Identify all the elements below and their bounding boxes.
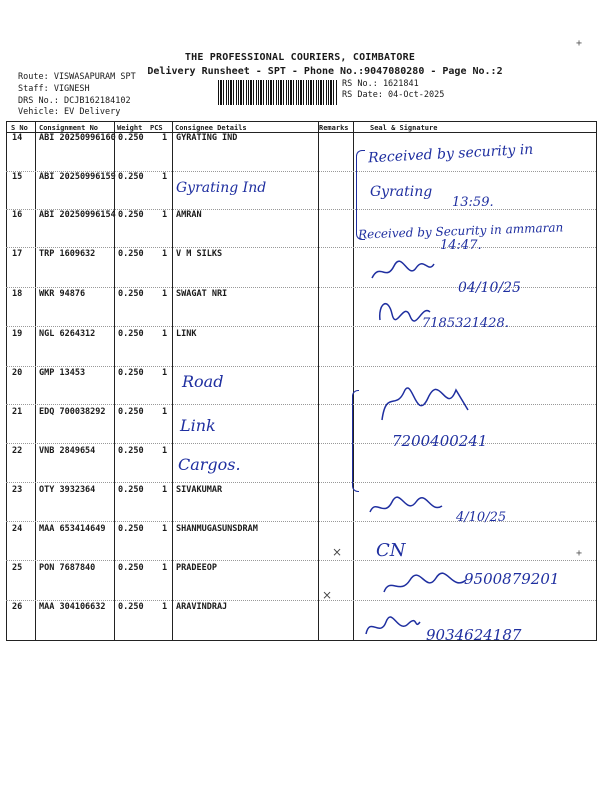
row-pcs: 1 — [162, 524, 168, 534]
row-sno: 16 — [12, 210, 23, 220]
col-divider — [172, 121, 173, 641]
row-sno: 25 — [12, 563, 23, 573]
col-divider — [318, 121, 319, 641]
row-sno: 21 — [12, 407, 23, 417]
handwritten-note: 14:47. — [440, 238, 482, 253]
row-sno: 20 — [12, 368, 23, 378]
row-consignee: GYRATING IND — [176, 133, 238, 143]
handwritten-note: Link — [180, 416, 216, 435]
row-consignment: GMP 13453 — [39, 368, 86, 378]
row-consignment: WKR 94876 — [39, 289, 86, 299]
row-sno: 18 — [12, 289, 23, 299]
signature-mark — [368, 258, 438, 288]
row-divider — [6, 247, 596, 248]
row-weight: 0.250 — [118, 329, 144, 339]
signature-mark — [376, 380, 476, 434]
row-weight: 0.250 — [118, 446, 144, 456]
row-consignment: TRP 1609632 — [39, 249, 96, 259]
row-weight: 0.250 — [118, 210, 144, 220]
handwritten-note: Gyrating Ind — [176, 180, 267, 196]
col-header-weight: Weight — [117, 124, 143, 132]
rs-date: RS Date: 04-Oct-2025 — [342, 90, 445, 100]
handwritten-phone: 7185321428. — [422, 316, 509, 331]
row-weight: 0.250 — [118, 485, 144, 495]
row-pcs: 1 — [162, 249, 168, 259]
handwritten-note: Cargos. — [178, 455, 241, 474]
route-label: Route: VISWASAPURAM SPT — [18, 72, 136, 82]
row-sno: 22 — [12, 446, 23, 456]
row-weight: 0.250 — [118, 407, 144, 417]
handwritten-note: Received by security in — [367, 141, 534, 167]
row-consignment: PON 7687840 — [39, 563, 96, 573]
handwritten-date: 4/10/25 — [456, 510, 507, 525]
vehicle-label: Vehicle: EV Delivery — [18, 107, 121, 117]
row-divider — [6, 443, 596, 444]
corner-mark: + — [576, 548, 583, 559]
row-divider — [6, 600, 596, 601]
row-pcs: 1 — [162, 446, 168, 456]
col-header-sno: S No — [11, 124, 28, 132]
row-consignee: ARAVINDRAJ — [176, 602, 228, 612]
row-weight: 0.250 — [118, 133, 144, 143]
row-consignee: SIVAKUMAR — [176, 485, 223, 495]
handwritten-note: Received by Security in ammaran — [357, 220, 564, 242]
row-consignment: NGL 6264312 — [39, 329, 96, 339]
row-pcs: 1 — [162, 602, 168, 612]
table-border-top — [6, 121, 596, 122]
handwritten-note: Road — [182, 372, 224, 391]
row-divider — [6, 404, 596, 405]
handwritten-brace — [352, 390, 359, 492]
row-consignee: PRADEEOP — [176, 563, 217, 573]
signature-mark — [380, 568, 470, 606]
row-pcs: 1 — [162, 172, 168, 182]
handwritten-phone: 9500879201 — [464, 570, 560, 588]
row-pcs: 1 — [162, 289, 168, 299]
row-weight: 0.250 — [118, 249, 144, 259]
handwritten-phone: 7200400241 — [392, 432, 488, 450]
row-weight: 0.250 — [118, 563, 144, 573]
row-weight: 0.250 — [118, 289, 144, 299]
handwritten-note: CN — [376, 540, 406, 561]
col-divider — [35, 121, 36, 641]
row-sno: 26 — [12, 602, 23, 612]
col-header-consignee: Consignee Details — [175, 124, 247, 132]
row-sno: 15 — [12, 172, 23, 182]
row-consignment: OTY 3932364 — [39, 485, 96, 495]
signature-mark — [366, 492, 446, 526]
row-weight: 0.250 — [118, 368, 144, 378]
row-pcs: 1 — [162, 407, 168, 417]
col-divider — [114, 121, 115, 641]
col-header-pcs: PCS — [150, 124, 163, 132]
row-consignment: ABI 20250996159 — [39, 172, 116, 182]
handwritten-date: 04/10/25 — [458, 280, 521, 296]
row-sno: 14 — [12, 133, 23, 143]
rs-number: RS No.: 1621841 — [342, 79, 419, 89]
sheet-subtitle: Delivery Runsheet - SPT - Phone No.:9047080280 - Page No.:2 — [147, 66, 503, 77]
row-weight: 0.250 — [118, 524, 144, 534]
col-header-remarks: Remarks — [319, 124, 349, 132]
col-divider — [596, 121, 597, 641]
row-sno: 17 — [12, 249, 23, 259]
row-consignment: ABI 20250996160 — [39, 133, 116, 143]
row-sno: 24 — [12, 524, 23, 534]
row-pcs: 1 — [162, 485, 168, 495]
row-consignment: ABI 20250996154 — [39, 210, 116, 220]
col-divider — [353, 121, 354, 641]
row-divider — [6, 482, 596, 483]
row-consignee: V M SILKS — [176, 249, 223, 259]
row-sno: 23 — [12, 485, 23, 495]
row-pcs: 1 — [162, 368, 168, 378]
row-pcs: 1 — [162, 133, 168, 143]
signature-mark — [362, 612, 422, 644]
row-divider — [6, 560, 596, 561]
col-header-consignment: Consignment No — [39, 124, 99, 132]
row-weight: 0.250 — [118, 172, 144, 182]
row-divider — [6, 366, 596, 367]
remarks-mark: × — [322, 588, 333, 602]
row-pcs: 1 — [162, 329, 168, 339]
handwritten-note: 13:59. — [452, 195, 494, 210]
row-consignee: AMRAN — [176, 210, 202, 220]
row-consignee: SHANMUGASUNSDRAM — [176, 524, 258, 534]
row-sno: 19 — [12, 329, 23, 339]
barcode — [218, 80, 338, 105]
row-consignment: EDQ 700038292 — [39, 407, 106, 417]
drs-number: DRS No.: DCJB162184102 — [18, 96, 131, 106]
row-consignment: MAA 304106632 — [39, 602, 106, 612]
staff-label: Staff: VIGNESH — [18, 84, 90, 94]
row-consignment: MAA 653414649 — [39, 524, 106, 534]
row-consignee: LINK — [176, 329, 197, 339]
row-pcs: 1 — [162, 563, 168, 573]
row-divider — [6, 521, 596, 522]
col-header-signature: Seal & Signature — [370, 124, 438, 132]
handwritten-phone: 9034624187 — [426, 626, 522, 644]
col-divider — [6, 121, 7, 641]
row-pcs: 1 — [162, 210, 168, 220]
row-weight: 0.250 — [118, 602, 144, 612]
sheet-title: THE PROFESSIONAL COURIERS, COIMBATORE — [184, 52, 416, 63]
handwritten-note: Gyrating — [370, 184, 433, 200]
remarks-mark: × — [332, 545, 343, 559]
row-consignment: VNB 2849654 — [39, 446, 96, 456]
corner-mark: + — [576, 38, 583, 49]
row-consignee: SWAGAT NRI — [176, 289, 228, 299]
